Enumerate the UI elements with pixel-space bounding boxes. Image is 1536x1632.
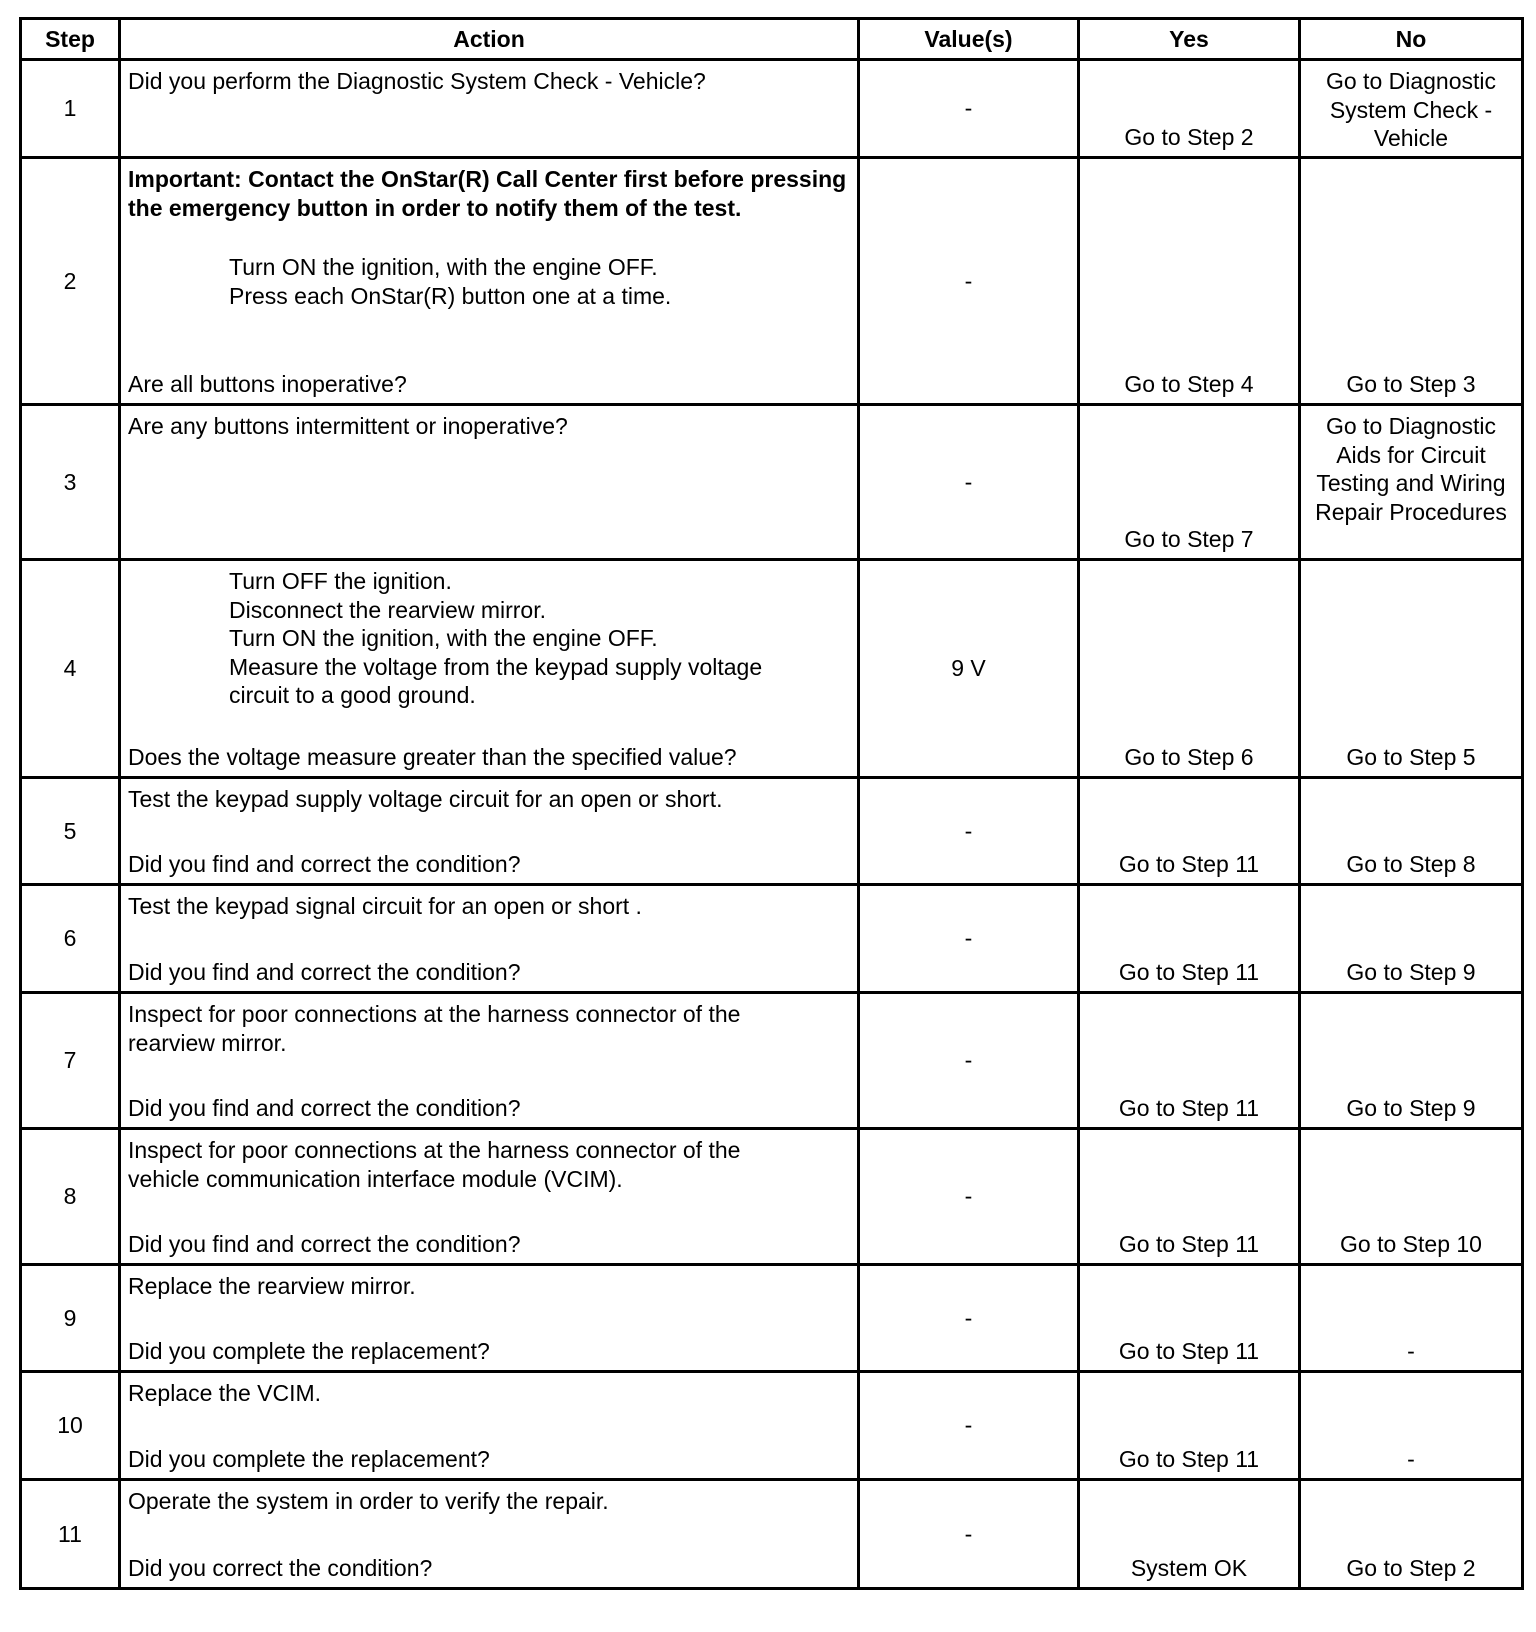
step-number: 3 bbox=[21, 405, 120, 560]
no-outcome: Go to Step 8 bbox=[1346, 850, 1476, 877]
value-cell: - bbox=[859, 1480, 1079, 1589]
action-step: Disconnect the rearview mirror. bbox=[229, 596, 546, 623]
yes-cell bbox=[1079, 1480, 1300, 1589]
no-outcome: Go to Diagnostic Aids for Circuit Testing and Wiring Repair Procedures bbox=[1315, 413, 1507, 525]
yes-outcome: Go to Step 2 bbox=[1124, 123, 1254, 150]
important-note: Important: Contact the OnStar(R) Call Center first before pressing the emergency button in order to notify them of the test. bbox=[128, 166, 847, 221]
no-outcome: - bbox=[1407, 1445, 1415, 1472]
step-number: 6 bbox=[21, 885, 120, 993]
value-cell: - bbox=[859, 885, 1079, 993]
step-number: 9 bbox=[21, 1265, 120, 1372]
action-text bbox=[128, 165, 849, 310]
value-cell: - bbox=[859, 778, 1079, 885]
table-row bbox=[21, 560, 1523, 778]
value-cell: - bbox=[859, 158, 1079, 405]
action-question: Does the voltage measure greater than the specified value? bbox=[128, 743, 737, 770]
action-question: Did you find and correct the condition? bbox=[128, 1094, 521, 1121]
action-question: Are all buttons inoperative? bbox=[128, 370, 407, 397]
yes-cell bbox=[1079, 560, 1300, 778]
action-question: Did you find and correct the condition? bbox=[128, 1230, 521, 1257]
action-text: Are any buttons intermittent or inoperative? bbox=[128, 413, 568, 439]
no-outcome: - bbox=[1407, 1337, 1415, 1364]
action-cell bbox=[120, 405, 859, 560]
table-row bbox=[21, 885, 1523, 993]
action-text: Inspect for poor connections at the harness connector of the rearview mirror. bbox=[128, 1001, 741, 1056]
value-cell: - bbox=[859, 60, 1079, 158]
action-text: Replace the VCIM. bbox=[128, 1380, 322, 1406]
action-cell bbox=[120, 778, 859, 885]
table-row bbox=[21, 60, 1523, 158]
yes-outcome: System OK bbox=[1130, 1554, 1248, 1581]
step-number: 8 bbox=[21, 1129, 120, 1265]
action-cell bbox=[120, 1265, 859, 1372]
no-cell bbox=[1300, 778, 1523, 885]
action-text: Did you perform the Diagnostic System Check - Vehicle? bbox=[128, 68, 706, 94]
yes-header: Yes bbox=[1079, 19, 1300, 60]
action-cell bbox=[120, 885, 859, 993]
action-cell bbox=[120, 560, 859, 778]
no-outcome: Go to Diagnostic System Check - Vehicle bbox=[1325, 68, 1497, 151]
yes-outcome: Go to Step 4 bbox=[1124, 370, 1254, 397]
step-header: Step bbox=[21, 19, 120, 60]
table-row bbox=[21, 778, 1523, 885]
action-text: Test the keypad signal circuit for an open or short . bbox=[128, 893, 642, 919]
yes-cell bbox=[1079, 1372, 1300, 1480]
action-text bbox=[128, 567, 849, 710]
no-outcome: Go to Step 9 bbox=[1346, 1094, 1476, 1121]
action-question: Did you find and correct the condition? bbox=[128, 850, 521, 877]
no-outcome: Go to Step 2 bbox=[1346, 1554, 1476, 1581]
table-row bbox=[21, 1480, 1523, 1589]
no-outcome: Go to Step 3 bbox=[1346, 370, 1476, 397]
step-number: 1 bbox=[21, 60, 120, 158]
action-cell bbox=[120, 158, 859, 405]
yes-cell bbox=[1079, 405, 1300, 560]
yes-cell bbox=[1079, 778, 1300, 885]
yes-cell bbox=[1079, 60, 1300, 158]
no-cell bbox=[1300, 1372, 1523, 1480]
diagnostic-table bbox=[19, 17, 1524, 1590]
value-cell: - bbox=[859, 1129, 1079, 1265]
step-number: 7 bbox=[21, 993, 120, 1129]
action-cell bbox=[120, 1129, 859, 1265]
no-cell bbox=[1300, 1265, 1523, 1372]
action-step: Turn OFF the ignition. bbox=[229, 568, 452, 594]
step-number: 10 bbox=[21, 1372, 120, 1480]
action-cell bbox=[120, 60, 859, 158]
value-cell: - bbox=[859, 1265, 1079, 1372]
action-step: Press each OnStar(R) button one at a time. bbox=[229, 282, 672, 309]
value-cell: 9 V bbox=[859, 560, 1079, 778]
action-text: Operate the system in order to verify the repair. bbox=[128, 1488, 609, 1514]
yes-cell bbox=[1079, 158, 1300, 405]
action-cell bbox=[120, 1480, 859, 1589]
table-row bbox=[21, 993, 1523, 1129]
action-step: Turn ON the ignition, with the engine OFF. bbox=[229, 254, 658, 280]
table-row bbox=[21, 1265, 1523, 1372]
value-cell: - bbox=[859, 405, 1079, 560]
no-cell bbox=[1300, 560, 1523, 778]
table-row bbox=[21, 1129, 1523, 1265]
yes-outcome: Go to Step 11 bbox=[1118, 1230, 1260, 1257]
yes-outcome: Go to Step 11 bbox=[1118, 958, 1260, 985]
no-outcome: Go to Step 10 bbox=[1340, 1230, 1482, 1257]
no-header: No bbox=[1300, 19, 1523, 60]
yes-outcome: Go to Step 11 bbox=[1118, 1445, 1260, 1472]
action-cell bbox=[120, 993, 859, 1129]
yes-outcome: Go to Step 7 bbox=[1124, 525, 1254, 552]
table-row bbox=[21, 1372, 1523, 1480]
no-cell bbox=[1300, 60, 1523, 158]
yes-cell bbox=[1079, 885, 1300, 993]
step-number: 5 bbox=[21, 778, 120, 885]
no-cell bbox=[1300, 405, 1523, 560]
no-cell bbox=[1300, 1480, 1523, 1589]
table-row bbox=[21, 158, 1523, 405]
step-number: 2 bbox=[21, 158, 120, 405]
yes-cell bbox=[1079, 1129, 1300, 1265]
action-step: Turn ON the ignition, with the engine OFF. bbox=[229, 625, 658, 651]
step-number: 4 bbox=[21, 560, 120, 778]
action-text: Inspect for poor connections at the harness connector of the vehicle communication interface module (VCIM). bbox=[128, 1137, 741, 1192]
header-row bbox=[21, 19, 1523, 60]
yes-outcome: Go to Step 11 bbox=[1118, 1094, 1260, 1121]
action-header: Action bbox=[120, 19, 859, 60]
value-cell: - bbox=[859, 1372, 1079, 1480]
yes-outcome: Go to Step 6 bbox=[1124, 743, 1254, 770]
yes-outcome: Go to Step 11 bbox=[1118, 1337, 1260, 1364]
no-cell bbox=[1300, 1129, 1523, 1265]
action-question: Did you correct the condition? bbox=[128, 1554, 433, 1581]
action-text: Test the keypad supply voltage circuit for an open or short. bbox=[128, 786, 723, 812]
action-text: Replace the rearview mirror. bbox=[128, 1273, 416, 1299]
no-outcome: Go to Step 5 bbox=[1346, 743, 1476, 770]
yes-outcome: Go to Step 11 bbox=[1118, 850, 1260, 877]
action-question: Did you complete the replacement? bbox=[128, 1445, 490, 1472]
values-header: Value(s) bbox=[859, 19, 1079, 60]
action-question: Did you find and correct the condition? bbox=[128, 958, 521, 985]
yes-cell bbox=[1079, 1265, 1300, 1372]
action-question: Did you complete the replacement? bbox=[128, 1337, 490, 1364]
action-step: Measure the voltage from the keypad supply voltage circuit to a good ground. bbox=[229, 653, 763, 708]
no-cell bbox=[1300, 993, 1523, 1129]
action-cell bbox=[120, 1372, 859, 1480]
no-cell bbox=[1300, 158, 1523, 405]
no-cell bbox=[1300, 885, 1523, 993]
value-cell: - bbox=[859, 993, 1079, 1129]
no-outcome: Go to Step 9 bbox=[1346, 958, 1476, 985]
yes-cell bbox=[1079, 993, 1300, 1129]
step-number: 11 bbox=[21, 1480, 120, 1589]
table-row bbox=[21, 405, 1523, 560]
